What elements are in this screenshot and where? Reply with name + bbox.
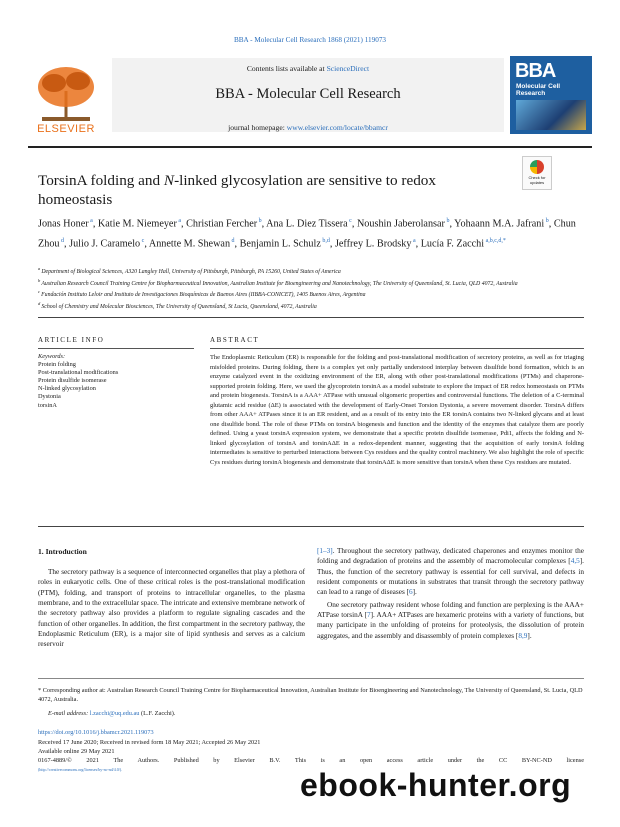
license-statement: 0167-4889/© 2021 The Authors. Published by Elsevier B.V. This is an open access article under the CC BY-NC-ND license (38, 757, 584, 764)
author-name[interactable]: Chun Zhou (38, 218, 576, 250)
available-online: Available online 29 May 2021 (38, 748, 115, 755)
cover-subtitle: Molecular Cell Research (516, 83, 561, 97)
affiliation-marker: d (38, 301, 42, 307)
keyword-item: Post-translational modifications (38, 369, 119, 377)
author-name[interactable]: Ana L. Diez Tissera (266, 218, 348, 230)
keyword-item: Protein disulfide isomerase (38, 377, 107, 385)
homepage-line (112, 123, 504, 132)
homepage-link[interactable]: www.elsevier.com/locate/bbamcr (286, 123, 388, 132)
author-affiliation-marker[interactable]: a (176, 218, 182, 224)
author-name[interactable]: Lucía F. Zacchi (420, 238, 485, 250)
author-list: Jonas Honer $^a$, Katie M. Niemeyer $^a$, Christian Fercher $^b$, Ana L. Diez Tissera $^c$, Noushin Jaberolansar $^b$, Yohaann M.A. Jafrani $^b$, Chun Zhou $^d$, Julio J. Caramelo $^c$, Annette M. Shewan $^d$, Benjamin L. Schulz $^{b,d}$, Jeffrey L. Brodsky $^a$, Lucía F. Zacchi $^{a,b,c,d,*}$ (38, 218, 576, 250)
paragraph-text: ]. Thus, the function of the secretory pathway is essential for cell survival, and defects in resident components or mutations in substrates that transit through the secretory pathway can lead to a range of diseases [ (317, 557, 584, 597)
check-updates-icon (530, 160, 544, 174)
affiliation-marker: c (38, 289, 42, 295)
check-updates-label: Check for updates (528, 175, 546, 185)
watermark: ebook-hunter.org (300, 767, 572, 803)
affiliation-text: Australian Research Council Training Centre for Biopharmaceutical Innovation, Australian Institute for Bioengineering and Nanotechnology, The University of Queensland, St. Lucia, QLD 4072, Australia (41, 280, 518, 287)
author-name[interactable]: Jeffrey L. Brodsky (334, 238, 412, 250)
homepage-prefix: journal homepage: (228, 123, 287, 132)
author-affiliation-marker[interactable]: a (88, 218, 93, 224)
cover-title: BBA (515, 60, 556, 82)
abstract-bottom-rule (38, 526, 584, 527)
title-part1: TorsinA folding and (38, 172, 164, 189)
author-affiliation-marker[interactable]: c (347, 218, 352, 224)
title-part2: -linked glycosylation are sensitive to redox homeostasis (38, 172, 436, 208)
author-affiliation-marker[interactable]: b,d (320, 237, 330, 244)
abstract-rule (210, 348, 584, 349)
paragraph (317, 546, 584, 598)
author-name[interactable]: Katie M. Niemeyer (97, 218, 177, 230)
article-dates: Received 17 June 2020; Received in revised form 18 May 2021; Accepted 26 May 2021 (38, 739, 261, 746)
keyword-item: N-linked glycosylation (38, 385, 96, 393)
affiliation-list (38, 265, 586, 312)
author-name[interactable]: Julio J. Caramelo (69, 238, 141, 250)
header-rule (28, 146, 592, 148)
affiliation-text: School of Chemistry and Molecular Biosciences, The University of Queensland, St Lucia, Queensland, 4072, Australia (41, 304, 317, 311)
body-column-right (317, 546, 584, 641)
affiliation-marker: b (38, 277, 42, 283)
author-affiliation-marker[interactable]: b (544, 218, 549, 224)
footnote-rule (38, 678, 584, 679)
abstract-text: The Endoplasmic Reticulum (ER) is responsible for the folding and post-translational modification of secretory proteins, as well as for triaging misfolded proteins. During folding, there is a complex yet only partially understood interplay between disulfide bond formation, which is an enzyme catalyzed event in the oxidizing environment of the ER, along with other post-translational modifications (PTMs) and chaperone-supported protein folding. Here, we used the glycoprotein torsinA as a model substrate to explore the impact of ER redox homeostasis on PTMs and protein biogenesis. TorsinA is a AAA+ ATPase with unusual oligomeric properties and controversial functions. The deletion of a C-terminal glutamic acid residue (ΔE) is associated with the development of Early-Onset Torsion Dystonia, a severe movement disorder. TorsinA differs from other AAA+ ATPases since it is an ER resident, and as a result of its entry into the ER torsinA contains two N-linked glycans and at least one disulfide bond. The role of these PTMs on torsinA biogenesis and function and the identity of the enzymes that catalyze them are poorly defined. Using a yeast torsinA expression system, we demonstrate that a specific protein disulfide isomerase, Pdi1, affects the folding and N-linked glycosylation of torsinA and torsinAΔE in a redox-dependent manner, suggesting that the acquisition of early torsinA folding intermediates is sensitive to perturbed interactions between Cys residues and the quality control machinery. We also highlight the role of specific Cys residues during torsinA biogenesis and demonstrate that torsinAΔE is more sensitive than torsinA when these Cys residues are mutated. (210, 354, 584, 467)
paragraph-text: ]. AAA+ ATPases are hexameric proteins with a variety of functions, but many participate in the unfolding of proteins for proteolysis, the dissolution of protein aggregates, and the assembly and disassembly of protein complexes [ (317, 611, 584, 640)
license-url[interactable]: (http://creativecommons.org/licenses/by-nc-nd/4.0/). (38, 767, 123, 772)
check-for-updates-button[interactable] (522, 156, 552, 190)
affiliation-item (38, 300, 586, 312)
keywords-block (38, 353, 194, 410)
introduction-heading: 1. Introduction (38, 547, 87, 556)
keywords-label: Keywords: (38, 353, 66, 360)
author-affiliation-marker[interactable]: b (257, 218, 262, 224)
title-italic: N (163, 172, 175, 189)
contents-line (112, 64, 504, 73)
affiliation-item (38, 277, 586, 289)
paragraph-text: . Throughout the secretory pathway, dedicated chaperones and enzymes monitor the folding and degradation of proteins and the assembly of macromolecular complexes [ (317, 547, 584, 566)
author-affiliation-marker[interactable]: d (59, 237, 65, 244)
citation-link[interactable]: [1–3] (317, 547, 333, 555)
citation-link[interactable]: 8,9 (518, 631, 528, 640)
affiliation-rule (38, 317, 584, 318)
affiliation-text: Department of Biological Sciences, A320 Langley Hall, University of Pittsburgh, Pittsburgh, PA 15260, United States of America (41, 268, 341, 275)
keyword-item: torsinA (38, 401, 57, 409)
author-name[interactable]: Annette M. Shewan (148, 238, 231, 250)
email-line (48, 710, 175, 717)
affiliation-item (38, 265, 586, 277)
author-affiliation-marker[interactable]: a (411, 237, 416, 244)
citation-link[interactable]: 6 (409, 588, 413, 597)
citation-link[interactable]: 7 (367, 611, 371, 620)
keyword-list (38, 361, 194, 410)
email-suffix: (L.F. Zacchi). (139, 710, 176, 717)
article-info-rule (38, 348, 194, 349)
article-info-heading: ARTICLE INFO (38, 336, 105, 344)
paragraph-text: One secretory pathway resident whose folding and function are perplexing is the AAA+ ATPase torsinA [ (317, 600, 584, 620)
author-affiliation-marker[interactable]: b (444, 218, 450, 224)
author-name[interactable]: Christian Fercher (186, 218, 258, 230)
author-affiliation-marker[interactable]: c (140, 237, 145, 244)
cover-image (516, 100, 586, 130)
journal-cover (510, 56, 592, 134)
abstract-heading: ABSTRACT (210, 336, 260, 344)
author-name[interactable]: Benjamin L. Schulz (239, 238, 321, 250)
paragraph-text: ]. (527, 631, 532, 640)
contents-prefix: Contents lists available at (246, 64, 327, 73)
journal-title: BBA - Molecular Cell Research (215, 86, 401, 102)
paragraph-text: ]. (412, 588, 417, 597)
citation-link[interactable]: 4,5 (570, 557, 580, 566)
elsevier-wordmark: ELSEVIER (37, 123, 95, 135)
doi-link[interactable]: https://doi.org/10.1016/j.bbamcr.2021.119073 (38, 729, 154, 736)
elsevier-tree-logo (28, 55, 104, 133)
author-name[interactable]: Jonas Honer (38, 218, 89, 230)
email-label: E-mail address: (48, 710, 90, 717)
author-name[interactable]: Noushin Jaberolansar (356, 218, 445, 230)
author-affiliation-marker[interactable]: a,b,c,d,* (484, 237, 506, 244)
body-column-left: The secretory pathway is a sequence of interconnected organelles that play a plethora of roles in eukaryotic cells. One of these critical roles is the post-translational modification (PTM), folding, and transport of proteins to intracellular organelles, to the plasma membrane, and to the extracellular space. The intricate and extensive membrane network of the secretory pathway also provides a platform to regulate signaling cascades and the function of other organelles. In addition, the first compartment in the secretory pathway, the Endoplasmic Reticulum (ER), is a major site of lipid synthesis and serves as a calcium reservoir (38, 568, 305, 649)
email-link[interactable]: l.zacchi@uq.edu.au (89, 710, 140, 717)
sciencedirect-link[interactable]: ScienceDirect (326, 64, 370, 73)
affiliation-marker: a (38, 266, 42, 271)
corresponding-author-note: * Corresponding author at: Australian Research Council Training Centre for Biopharmaceutical Innovation, Australian Institute for Bioengineering and Nanotechnology, The University of Queensland, St. Lucia, QLD 4072, Australia. (38, 687, 583, 703)
affiliation-item (38, 288, 586, 300)
journal-citation[interactable]: BBA - Molecular Cell Research 1868 (2021) 119073 (233, 36, 387, 44)
author-name[interactable]: Yohaann M.A. Jafrani (454, 218, 545, 230)
affiliation-text: Fundación Instituto Leloir and Instituto de Investigaciones Bioquímicas de Buenos Aires (IIBBA-CONICET), 1405 Buenos Aires, Argentina (41, 292, 366, 299)
keyword-item: Protein folding (38, 361, 76, 369)
paper-title (38, 171, 478, 209)
author-affiliation-marker[interactable]: d (230, 237, 235, 244)
keyword-item: Dystonia (38, 393, 61, 401)
paragraph (317, 600, 584, 641)
